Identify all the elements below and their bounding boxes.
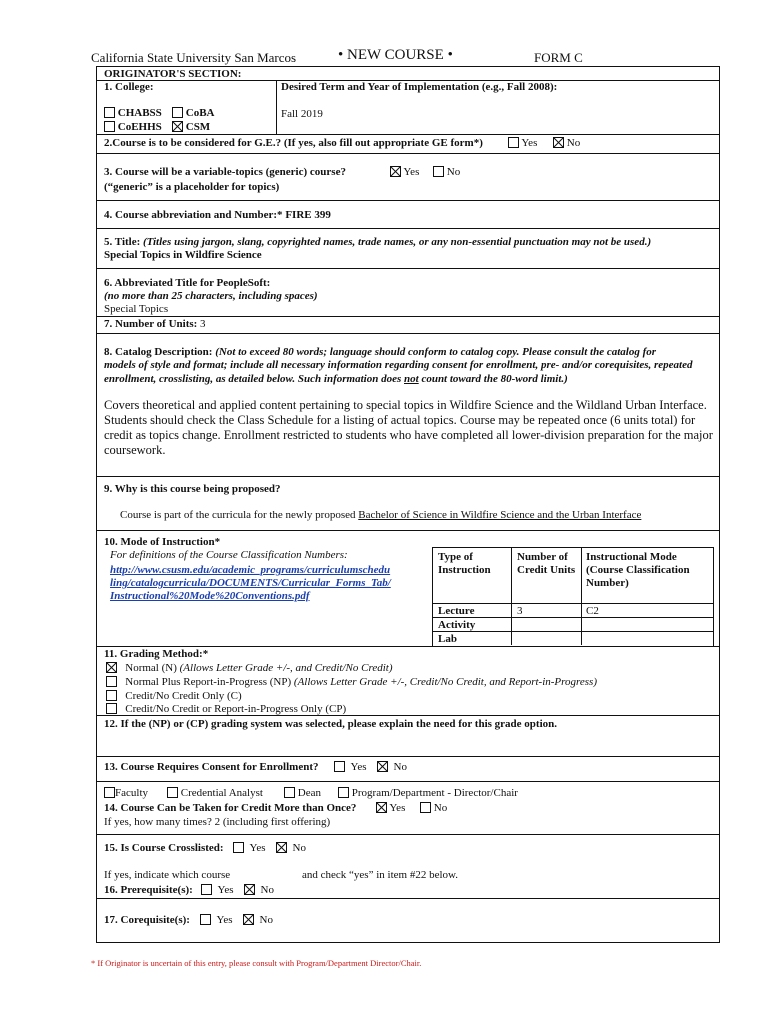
q10-url-line3[interactable]: Instructional%20Mode%20Conventions.pdf [110, 590, 310, 602]
q17-yes[interactable]: Yes [200, 914, 233, 926]
table-header-units: Number of Credit Units [517, 551, 576, 576]
q14-no[interactable]: No [420, 802, 447, 814]
q14-no-checkbox[interactable] [420, 802, 431, 813]
q3-yes[interactable]: Yes [390, 166, 419, 178]
q16-no-checkbox[interactable] [244, 884, 255, 895]
q15-no-checkbox[interactable] [276, 842, 287, 853]
q5-value[interactable]: Special Topics in Wildfire Science [104, 249, 262, 261]
q14-follow-up[interactable]: If yes, how many times? 2 (including first offering) [104, 816, 331, 828]
coba-checkbox[interactable] [172, 107, 183, 118]
form-type: • NEW COURSE • [338, 47, 453, 63]
q4-value[interactable]: FIRE 399 [285, 209, 331, 221]
q16-no[interactable]: No [244, 884, 274, 896]
table-header-type: Type of Instruction [438, 551, 491, 576]
table-header-mode: Instructional Mode (Course Classification Number) [586, 551, 690, 589]
q16-label: 16. Prerequisite(s): [104, 884, 193, 896]
q7-value[interactable]: 3 [200, 318, 206, 330]
coehhs-checkbox[interactable] [104, 121, 115, 132]
q17-label: 17. Corequisite(s): [104, 914, 190, 926]
college-option-csm[interactable]: CSM [172, 121, 210, 133]
q12-label: 12. If the (NP) or (CP) grading system was selected, please explain the need for this grade option. [104, 718, 557, 730]
consent-faculty-checkbox[interactable] [104, 787, 115, 798]
q17-yes-checkbox[interactable] [200, 914, 211, 925]
q9-label: 9. Why is this course being proposed? [104, 483, 281, 495]
desired-term-label: Desired Term and Year of Implementation (e.g., Fall 2008): [281, 81, 558, 93]
table-row-lecture-units[interactable]: 3 [517, 605, 523, 617]
table-row-lab-type: Lab [438, 633, 457, 645]
consent-faculty[interactable]: Faculty [104, 787, 148, 799]
q14-yes[interactable]: Yes [376, 802, 405, 814]
q3-no[interactable]: No [433, 166, 460, 178]
q16-yes-checkbox[interactable] [201, 884, 212, 895]
q9-answer[interactable]: Course is part of the curricula for the newly proposed Bachelor of Science in Wildfire Science and the Urban Interface [120, 509, 642, 521]
q13-label: 13. Course Requires Consent for Enrollment? [104, 761, 319, 773]
chabss-checkbox[interactable] [104, 107, 115, 118]
q7-label: 7. Number of Units: [104, 318, 198, 330]
table-row-lecture-mode[interactable]: C2 [586, 605, 599, 617]
q15-follow-up-a: If yes, indicate which course [104, 869, 231, 881]
q3-no-checkbox[interactable] [433, 166, 444, 177]
consent-credential-analyst[interactable]: Credential Analyst [167, 787, 263, 799]
csm-checkbox[interactable] [172, 121, 183, 132]
q6-label: 6. Abbreviated Title for PeopleSoft: [104, 277, 271, 289]
q10-url-line2[interactable]: ling/catalogcurricula/DOCUMENTS/Curricular_Forms_Tab/ [110, 577, 391, 589]
q17-no[interactable]: No [243, 914, 273, 926]
q3-label: 3. Course will be a variable-topics (generic) course? [104, 166, 346, 178]
q2-label: 2.Course is to be considered for G.E.? (If yes, also fill out appropriate GE form*) [104, 137, 483, 149]
q3-note: (“generic” is a placeholder for topics) [104, 181, 280, 193]
q13-no[interactable]: No [377, 761, 407, 773]
q8-instr-line2: models of style and format; include all necessary information regarding consent for enrollment, pre- and/or corequisites, repeated [104, 359, 693, 371]
q17-no-checkbox[interactable] [243, 914, 254, 925]
consent-analyst-checkbox[interactable] [167, 787, 178, 798]
q16-yes[interactable]: Yes [201, 884, 234, 896]
q2-yes[interactable]: Yes [508, 137, 537, 149]
college-option-coba[interactable]: CoBA [172, 107, 214, 119]
college-option-chabss[interactable]: CHABSS [104, 107, 162, 119]
q11-label: 11. Grading Method:* [104, 648, 209, 660]
q4-label: 4. Course abbreviation and Number:* FIRE 399 [104, 209, 331, 221]
table-row-activity-type: Activity [438, 619, 476, 631]
q15-label: 15. Is Course Crosslisted: [104, 842, 224, 854]
grading-c-checkbox[interactable] [106, 690, 117, 701]
footer-note: * If Originator is uncertain of this entry, please consult with Program/Department Director/Chair. [91, 958, 422, 968]
originator-heading: ORIGINATOR'S SECTION: [104, 68, 242, 80]
grading-option-cp[interactable]: Credit/No Credit or Report-in-Progress Only (CP) [106, 703, 346, 715]
q2-no-checkbox[interactable] [553, 137, 564, 148]
q8-instr-line3: enrollment, crosslisting, as detailed below. Such information does not count toward the 80-word limit.) [104, 373, 568, 385]
grading-normal-checkbox[interactable] [106, 662, 117, 673]
q15-yes-checkbox[interactable] [233, 842, 244, 853]
q2-yes-checkbox[interactable] [508, 137, 519, 148]
q13-no-checkbox[interactable] [377, 761, 388, 772]
q10-url-line1[interactable]: http://www.csusm.edu/academic_programs/curriculumschedu [110, 564, 391, 576]
q7-row [104, 318, 206, 330]
q6-instructions: (no more than 25 characters, including spaces) [104, 290, 318, 302]
grading-option-normal[interactable]: Normal (N) (Allows Letter Grade +/-, and Credit/No Credit) [106, 662, 392, 674]
q5-instructions: (Titles using jargon, slang, copyrighted names, trade names, or any non-essential punctuation may not be used.) [143, 236, 652, 248]
consent-dean[interactable]: Dean [284, 787, 321, 799]
grading-option-np[interactable]: Normal Plus Report-in-Progress (NP) (Allows Letter Grade +/-, Credit/No Credit, and Report-in-Progress) [106, 676, 597, 688]
q5-label: 5. Title: (Titles using jargon, slang, copyrighted names, trade names, or any non-essential punctuation may not be used.) [104, 236, 652, 248]
college-option-coehhs[interactable]: CoEHHS [104, 121, 162, 133]
grading-option-c[interactable]: Credit/No Credit Only (C) [106, 690, 242, 702]
table-row-lecture-type: Lecture [438, 605, 475, 617]
q2-no[interactable]: No [553, 137, 580, 149]
desired-term-value[interactable]: Fall 2019 [281, 108, 323, 120]
grading-np-checkbox[interactable] [106, 676, 117, 687]
consent-dean-checkbox[interactable] [284, 787, 295, 798]
q13-yes[interactable]: Yes [334, 761, 367, 773]
q3-yes-checkbox[interactable] [390, 166, 401, 177]
q14-yes-checkbox[interactable] [376, 802, 387, 813]
q13-yes-checkbox[interactable] [334, 761, 345, 772]
consent-director-checkbox[interactable] [338, 787, 349, 798]
q15-no[interactable]: No [276, 842, 306, 854]
q10-note: For definitions of the Course Classification Numbers: [110, 549, 348, 561]
q8-label-line: 8. Catalog Description: (Not to exceed 80 words; language should conform to catalog copy. Please consult the catalog for [104, 346, 657, 358]
catalog-description[interactable]: Covers theoretical and applied content pertaining to special topics in Wildfire Science and the Wildland Urban Interface. Students should check the Class Schedule for a listing of actual topics. Course may be repeated once (6 units total) for credit as topics change. Enrollment restricted to students who have completed all lower-division preparation for the major coursework. [104, 398, 713, 457]
consent-director[interactable]: Program/Department - Director/Chair [338, 787, 518, 799]
q14-label: 14. Course Can be Taken for Credit More than Once? [104, 802, 357, 814]
grading-cp-checkbox[interactable] [106, 703, 117, 714]
university-name: California State University San Marcos [91, 50, 297, 65]
q15-follow-up-b: and check “yes” in item #22 below. [302, 869, 458, 881]
college-label: 1. College: [104, 81, 154, 93]
q15-yes[interactable]: Yes [233, 842, 266, 854]
q10-label: 10. Mode of Instruction* [104, 536, 221, 548]
q6-value[interactable]: Special Topics [104, 303, 169, 315]
form-id: FORM C [534, 50, 583, 65]
